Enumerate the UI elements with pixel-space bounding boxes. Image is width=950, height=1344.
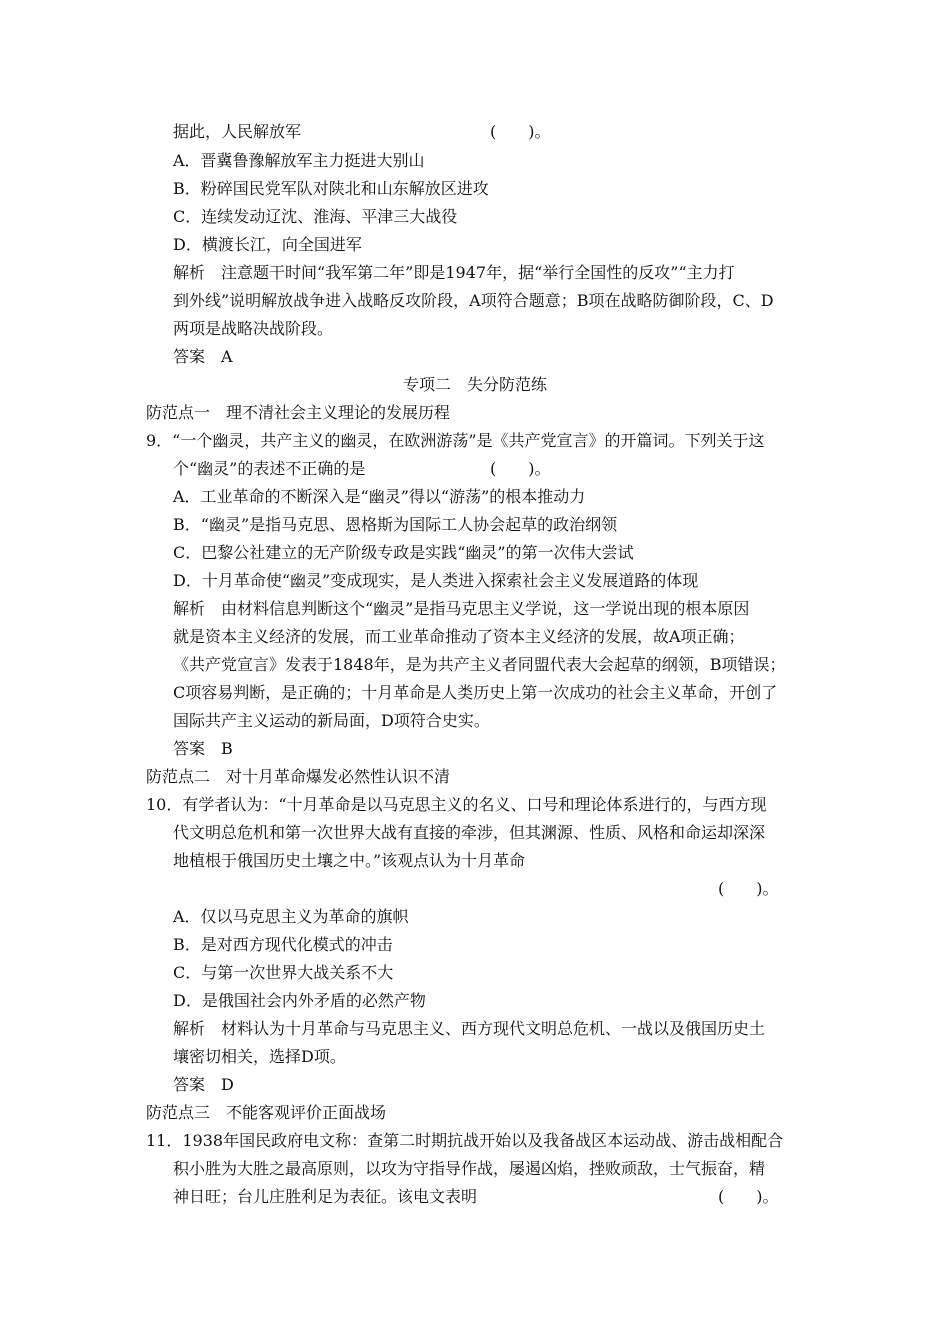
q10-answer-blank: ( )。 <box>718 879 779 898</box>
q9-stem-line: 9．“一个幽灵，共产主义的幽灵，在欧洲游荡”是《共产党宣言》的开篇词。下列关于这 <box>146 431 765 450</box>
q8-answer-blank: ( )。 <box>490 122 551 141</box>
section-title: 专项二 失分防范练 <box>402 375 547 394</box>
q8-analysis-line: 解析 注意题干时间“我军第二年”即是1947年，据“举行全国性的反攻”“主力打 <box>173 263 735 282</box>
q10-option-b: B．是对西方现代化模式的冲击 <box>173 935 393 954</box>
q9-analysis-line: 就是资本主义经济的发展，而工业革命推动了资本主义经济的发展，故A项正确； <box>173 627 745 646</box>
q9-answer-blank: ( )。 <box>490 459 551 478</box>
q8-option-b: B．粉碎国民党军队对陕北和山东解放区进攻 <box>173 179 489 198</box>
q11-answer-blank: ( )。 <box>718 1187 779 1206</box>
q9-stem-line: 个“幽灵”的表述不正确的是 <box>173 459 366 478</box>
q11-stem-line: 积小胜为大胜之最高原则，以攻为守指导作战，屡遏凶焰，挫败顽敌，士气振奋，精 <box>173 1159 766 1178</box>
q10-analysis-line: 解析 材料认为十月革命与马克思主义、西方现代文明总危机、一战以及俄国历史土 <box>173 1019 766 1038</box>
q10-option-c: C．与第一次世界大战关系不大 <box>173 963 394 982</box>
q8-option-a: A．晋冀鲁豫解放军主力挺进大别山 <box>173 151 425 170</box>
q10-option-d: D．是俄国社会内外矛盾的必然产物 <box>173 991 426 1010</box>
q10-analysis-line: 壤密切相关，选择D项。 <box>173 1047 346 1066</box>
q8-option-d: D．横渡长江，向全国进军 <box>173 235 362 254</box>
q9-option-d: D．十月革命使“幽灵”变成现实，是人类进入探索社会主义发展道路的体现 <box>173 571 699 590</box>
q11-stem-line: 神日旺；台儿庄胜利足为表征。该电文表明 <box>173 1187 478 1206</box>
q8-stem: 据此，人民解放军 <box>173 122 302 141</box>
q9-analysis-line: C项容易判断，是正确的；十月革命是人类历史上第一次成功的社会主义革命，开创了 <box>173 683 778 702</box>
q9-option-a: A．工业革命的不断深入是“幽灵”得以“游荡”的根本推动力 <box>173 487 586 506</box>
point2-heading: 防范点二 对十月革命爆发必然性认识不清 <box>146 767 451 786</box>
q8-analysis-line: 到外线”说明解放战争进入战略反攻阶段，A项符合题意；B项在战略防御阶段，C、D <box>173 291 774 310</box>
q8-option-c: C．连续发动辽沈、淮海、平津三大战役 <box>173 207 458 226</box>
q11-stem-line: 11．1938年国民政府电文称：查第二时期抗战开始以及我备战区本运动战、游击战相配合 <box>146 1131 784 1150</box>
q8-analysis-line: 两项是战略决战阶段。 <box>173 319 334 338</box>
q10-stem-line: 代文明总危机和第一次世界大战有直接的牵涉，但其渊源、性质、风格和命运却深深 <box>173 823 766 842</box>
q9-analysis-line: 《共产党宣言》发表于1848年，是为共产主义者同盟代表大会起草的纲领，B项错误； <box>173 655 786 674</box>
q10-option-a: A．仅以马克思主义为革命的旗帜 <box>173 907 409 926</box>
point3-heading: 防范点三 不能客观评价正面战场 <box>146 1103 387 1122</box>
q9-analysis-line: 国际共产主义运动的新局面，D项符合史实。 <box>173 711 490 730</box>
point1-heading: 防范点一 理不清社会主义理论的发展历程 <box>146 403 451 422</box>
q10-stem-line: 地植根于俄国历史土壤之中。”该观点认为十月革命 <box>173 851 526 870</box>
q9-analysis-line: 解析 由材料信息判断这个“幽灵”是指马克思主义学说，这一学说出现的根本原因 <box>173 599 750 618</box>
q9-option-b: B．“幽灵”是指马克思、恩格斯为国际工人协会起草的政治纲领 <box>173 515 618 534</box>
q10-stem-line: 10．有学者认为：“十月革命是以马克思主义的名义、口号和理论体系进行的，与西方现 <box>146 795 767 814</box>
q10-answer: 答案 D <box>173 1075 234 1094</box>
q9-answer: 答案 B <box>173 739 233 758</box>
q8-answer: 答案 A <box>173 347 233 366</box>
q9-option-c: C．巴黎公社建立的无产阶级专政是实践“幽灵”的第一次伟大尝试 <box>173 543 634 562</box>
